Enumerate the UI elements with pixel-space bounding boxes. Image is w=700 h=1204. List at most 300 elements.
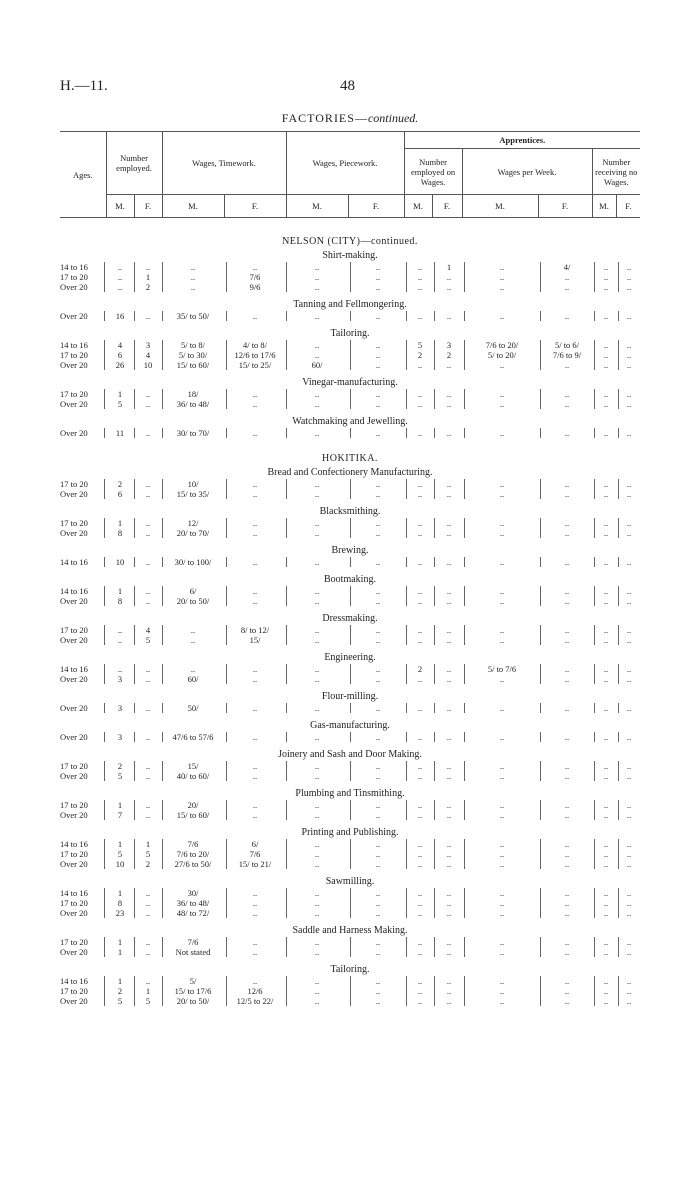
table-cell: ..	[314, 908, 320, 918]
table-cell: ..	[603, 898, 609, 908]
table-cell: ..	[117, 262, 123, 272]
table-cell: ..	[564, 518, 570, 528]
table-cell: ..	[375, 399, 381, 409]
table-cell: ..	[145, 800, 151, 810]
table-cell: ..	[446, 859, 452, 869]
table-cell: ..	[417, 976, 423, 986]
apprentices-header: Apprentices.	[404, 132, 640, 149]
table-cell: ..	[314, 664, 320, 674]
row-group	[60, 311, 640, 321]
table-cell: 8	[117, 898, 123, 908]
table-cell: ..	[626, 350, 632, 360]
table-cell: ..	[417, 898, 423, 908]
table-cell: ..	[314, 272, 320, 282]
table-cell: Over 20	[60, 596, 88, 606]
table-cell: 12/6 to 17/6	[234, 350, 276, 360]
table-cell: ..	[314, 732, 320, 742]
trade-heading: Printing and Publishing.	[301, 827, 399, 838]
table-cell: ..	[603, 674, 609, 684]
table-cell: ..	[499, 800, 505, 810]
table-cell: ..	[446, 888, 452, 898]
table-cell: 4	[117, 340, 123, 350]
table-cell: ..	[417, 986, 423, 996]
table-cell: ..	[252, 976, 258, 986]
table-cell: Over 20	[60, 732, 88, 742]
table-cell: ..	[314, 888, 320, 898]
trade-heading: Tailoring.	[330, 964, 370, 975]
table-row	[60, 635, 640, 645]
table-cell: ..	[626, 272, 632, 282]
table-cell: ..	[314, 528, 320, 538]
table-cell: 20/ to 50/	[176, 996, 210, 1006]
table-cell: ..	[252, 674, 258, 684]
row-group	[60, 888, 640, 918]
m-header: M.	[404, 195, 432, 218]
table-cell: 1	[145, 272, 151, 282]
table-cell: ..	[603, 986, 609, 996]
table-cell: ..	[626, 976, 632, 986]
table-cell: ..	[626, 888, 632, 898]
table-cell: 5	[417, 340, 423, 350]
row-group	[60, 262, 640, 292]
table-cell: Over 20	[60, 282, 88, 292]
table-cell: Over 20	[60, 703, 88, 713]
table-cell: Over 20	[60, 360, 88, 370]
table-cell: 15/	[187, 761, 199, 771]
table-cell: ..	[145, 389, 151, 399]
table-cell: ..	[314, 586, 320, 596]
table-row	[60, 262, 640, 272]
table-cell: ..	[252, 898, 258, 908]
table-cell: ..	[603, 761, 609, 771]
table-cell: ..	[252, 937, 258, 947]
table-cell: ..	[145, 479, 151, 489]
table-cell: 1	[117, 389, 123, 399]
table-cell: 50/	[187, 703, 199, 713]
table-cell: ..	[564, 596, 570, 606]
table-cell: ..	[626, 479, 632, 489]
table-cell: ..	[375, 428, 381, 438]
table-cell: 6/	[251, 839, 259, 849]
table-cell: 5	[117, 849, 123, 859]
row-group	[60, 586, 640, 606]
trade-heading: Blacksmithing.	[319, 506, 381, 517]
table-cell: ..	[564, 703, 570, 713]
table-cell: 17 to 20	[60, 800, 88, 810]
table-cell: Over 20	[60, 810, 88, 820]
table-cell: ..	[252, 908, 258, 918]
table-cell: Over 20	[60, 771, 88, 781]
table-cell: ..	[603, 360, 609, 370]
table-cell: ..	[417, 528, 423, 538]
table-cell: ..	[375, 898, 381, 908]
table-cell: ..	[603, 586, 609, 596]
table-cell: ..	[375, 528, 381, 538]
table-cell: ..	[375, 761, 381, 771]
table-cell: ..	[499, 635, 505, 645]
table-cell: ..	[417, 859, 423, 869]
table-cell: ..	[417, 937, 423, 947]
table-cell: 40/ to 60/	[176, 771, 210, 781]
table-cell: ..	[626, 908, 632, 918]
table-cell: ..	[499, 389, 505, 399]
column-header	[60, 131, 640, 218]
table-cell: Over 20	[60, 489, 88, 499]
table-body	[60, 233, 640, 1006]
table-row	[60, 557, 640, 567]
table-cell: 16	[115, 311, 125, 321]
table-cell: ..	[564, 489, 570, 499]
table-cell: ..	[603, 625, 609, 635]
table-cell: ..	[314, 596, 320, 606]
table-cell: 1	[117, 518, 123, 528]
table-cell: 5/ to 8/	[180, 340, 206, 350]
table-cell: ..	[117, 635, 123, 645]
table-cell: ..	[446, 976, 452, 986]
table-cell: 17 to 20	[60, 518, 88, 528]
table-cell: ..	[499, 732, 505, 742]
table-cell: ..	[314, 859, 320, 869]
table-row	[60, 428, 640, 438]
table-cell: ..	[564, 674, 570, 684]
table-cell: 8/ to 12/	[240, 625, 270, 635]
table-cell: ..	[375, 389, 381, 399]
trade-heading: Tailoring.	[330, 328, 370, 339]
table-row	[60, 479, 640, 489]
table-cell: ..	[145, 976, 151, 986]
table-cell: ..	[375, 976, 381, 986]
table-cell: 3	[117, 732, 123, 742]
table-cell: Over 20	[60, 311, 88, 321]
apprentice-wages-header: Wages per Week.	[462, 149, 592, 195]
table-cell: 47/6 to 57/6	[172, 732, 214, 742]
table-row	[60, 518, 640, 528]
table-cell: ..	[252, 596, 258, 606]
trade-heading: Engineering.	[324, 652, 376, 663]
table-row	[60, 761, 640, 771]
table-cell: ..	[564, 908, 570, 918]
table-cell: ..	[417, 428, 423, 438]
table-cell: ..	[603, 771, 609, 781]
trade-heading: Gas-manufacturing.	[310, 720, 390, 731]
table-cell: 1	[145, 986, 151, 996]
row-group	[60, 732, 640, 742]
table-cell: 5/ to 20/	[487, 350, 517, 360]
table-cell: ..	[446, 586, 452, 596]
table-row	[60, 947, 640, 957]
table-cell: ..	[564, 888, 570, 898]
table-cell: ..	[446, 937, 452, 947]
table-cell: 60/	[311, 360, 323, 370]
table-cell: ..	[145, 528, 151, 538]
table-row	[60, 976, 640, 986]
table-cell: 7/6	[187, 937, 199, 947]
table-cell: ..	[626, 674, 632, 684]
table-cell: 14 to 16	[60, 262, 88, 272]
table-cell: ..	[375, 625, 381, 635]
table-cell: ..	[314, 389, 320, 399]
table-cell: ..	[145, 947, 151, 957]
table-cell: 10	[115, 859, 125, 869]
table-cell: ..	[145, 428, 151, 438]
table-cell: 15/ to 60/	[176, 360, 210, 370]
table-cell: 14 to 16	[60, 664, 88, 674]
table-cell: 15/ to 35/	[176, 489, 210, 499]
table-cell: ..	[252, 732, 258, 742]
trade-heading: Watchmaking and Jewelling.	[292, 416, 408, 427]
table-cell: ..	[446, 311, 452, 321]
table-cell: 5	[145, 635, 151, 645]
table-cell: ..	[564, 625, 570, 635]
table-cell: ..	[446, 732, 452, 742]
table-cell: ..	[314, 703, 320, 713]
f-header: F.	[616, 195, 640, 218]
f-header: F.	[348, 195, 404, 218]
table-row	[60, 849, 640, 859]
table-cell: ..	[190, 262, 196, 272]
row-group	[60, 976, 640, 1006]
table-cell: ..	[564, 937, 570, 947]
table-cell: 36/ to 48/	[176, 399, 210, 409]
table-row	[60, 839, 640, 849]
table-cell: 14 to 16	[60, 888, 88, 898]
table-cell: ..	[564, 586, 570, 596]
table-cell: ..	[626, 360, 632, 370]
table-cell: ..	[446, 771, 452, 781]
table-cell: 2	[117, 479, 123, 489]
table-cell: ..	[117, 625, 123, 635]
table-cell: ..	[417, 557, 423, 567]
table-cell: 2	[417, 350, 423, 360]
table-cell: ..	[252, 311, 258, 321]
table-cell: ..	[626, 937, 632, 947]
table-cell: ..	[252, 518, 258, 528]
table-cell: ..	[145, 908, 151, 918]
table-cell: ..	[603, 311, 609, 321]
table-cell: ..	[499, 557, 505, 567]
table-cell: ..	[375, 849, 381, 859]
table-cell: 7/6 to 9/	[552, 350, 582, 360]
table-cell: ..	[314, 976, 320, 986]
trade-heading: Plumbing and Tinsmithing.	[295, 788, 405, 799]
table-cell: ..	[499, 908, 505, 918]
table-cell: ..	[117, 664, 123, 674]
table-cell: ..	[417, 839, 423, 849]
table-cell: ..	[375, 771, 381, 781]
table-cell: 20/ to 50/	[176, 596, 210, 606]
table-cell: ..	[446, 479, 452, 489]
table-cell: ..	[417, 996, 423, 1006]
table-cell: Over 20	[60, 996, 88, 1006]
trade-heading: Dressmaking.	[322, 613, 378, 624]
table-cell: 5	[145, 849, 151, 859]
table-cell: ..	[564, 399, 570, 409]
table-row	[60, 311, 640, 321]
table-cell: 17 to 20	[60, 986, 88, 996]
table-cell: ..	[375, 489, 381, 499]
table-cell: ..	[499, 859, 505, 869]
table-cell: ..	[417, 732, 423, 742]
table-cell: Over 20	[60, 428, 88, 438]
ages-header: Ages.	[60, 132, 106, 218]
table-cell: ..	[314, 635, 320, 645]
table-cell: 4	[145, 350, 151, 360]
table-cell: Over 20	[60, 635, 88, 645]
table-cell: 60/	[187, 674, 199, 684]
row-group	[60, 340, 640, 370]
table-cell: ..	[603, 664, 609, 674]
table-cell: ..	[314, 399, 320, 409]
table-cell: ..	[626, 986, 632, 996]
table-cell: ..	[375, 996, 381, 1006]
table-cell: ..	[417, 262, 423, 272]
table-cell: ..	[603, 947, 609, 957]
table-cell: ..	[145, 898, 151, 908]
table-cell: ..	[314, 489, 320, 499]
table-cell: ..	[499, 888, 505, 898]
table-cell: 7/6 to 20/	[176, 849, 210, 859]
table-cell: ..	[626, 528, 632, 538]
table-cell: ..	[499, 810, 505, 820]
table-cell: ..	[314, 800, 320, 810]
table-cell: ..	[446, 272, 452, 282]
table-cell: 17 to 20	[60, 761, 88, 771]
table-row	[60, 664, 640, 674]
table-cell: ..	[603, 340, 609, 350]
table-cell: ..	[603, 839, 609, 849]
table-cell: 14 to 16	[60, 586, 88, 596]
table-cell: ..	[446, 596, 452, 606]
table-cell: ..	[314, 839, 320, 849]
table-cell: ..	[417, 703, 423, 713]
wages-piecework-header: Wages, Piecework.	[286, 132, 404, 195]
table-cell: ..	[417, 489, 423, 499]
table-cell: ..	[417, 596, 423, 606]
table-cell: 7	[117, 810, 123, 820]
table-cell: ..	[626, 947, 632, 957]
table-cell: ..	[626, 311, 632, 321]
table-cell: ..	[564, 898, 570, 908]
table-cell: ..	[499, 272, 505, 282]
table-cell: ..	[314, 761, 320, 771]
f-header: F.	[538, 195, 592, 218]
table-cell: 2	[117, 986, 123, 996]
table-cell: ..	[626, 771, 632, 781]
table-cell: 17 to 20	[60, 849, 88, 859]
table-cell: ..	[190, 282, 196, 292]
table-cell: 10/	[187, 479, 199, 489]
table-cell: ..	[417, 810, 423, 820]
table-cell: ..	[564, 479, 570, 489]
table-cell: ..	[417, 479, 423, 489]
table-cell: ..	[314, 947, 320, 957]
trade-heading: Tanning and Fellmongering.	[293, 299, 407, 310]
table-cell: ..	[252, 810, 258, 820]
table-cell: ..	[499, 898, 505, 908]
table-cell: ..	[417, 625, 423, 635]
table-cell: 1	[117, 839, 123, 849]
m-header: M.	[286, 195, 348, 218]
table-cell: ..	[145, 557, 151, 567]
table-cell: 3	[117, 674, 123, 684]
table-row	[60, 625, 640, 635]
table-cell: ..	[417, 947, 423, 957]
table-cell: ..	[314, 996, 320, 1006]
table-cell: ..	[417, 761, 423, 771]
table-row	[60, 350, 640, 360]
table-cell: ..	[564, 947, 570, 957]
table-cell: ..	[499, 262, 505, 272]
f-header: F.	[432, 195, 462, 218]
table-cell: ..	[417, 888, 423, 898]
table-cell: ..	[564, 664, 570, 674]
table-cell: ..	[626, 761, 632, 771]
table-cell: ..	[499, 771, 505, 781]
table-cell: 30/ to 70/	[176, 428, 210, 438]
table-cell: ..	[603, 976, 609, 986]
table-cell: ..	[446, 635, 452, 645]
table-cell: ..	[252, 761, 258, 771]
table-cell: 15/	[249, 635, 261, 645]
table-row	[60, 937, 640, 947]
table-cell: 14 to 16	[60, 557, 88, 567]
table-cell: ..	[626, 800, 632, 810]
table-cell: ..	[626, 596, 632, 606]
table-cell: ..	[446, 674, 452, 684]
row-group	[60, 664, 640, 684]
table-cell: ..	[446, 664, 452, 674]
row-group	[60, 518, 640, 538]
table-cell: ..	[417, 908, 423, 918]
table-cell: 1	[145, 839, 151, 849]
table-cell: ..	[603, 859, 609, 869]
table-cell: ..	[626, 586, 632, 596]
table-cell: 5	[117, 771, 123, 781]
table-row	[60, 810, 640, 820]
table-cell: 5/ to 6/	[554, 340, 580, 350]
trade-heading: Bootmaking.	[324, 574, 376, 585]
table-cell: ..	[626, 625, 632, 635]
table-cell: 7/6	[249, 849, 261, 859]
table-cell: ..	[564, 428, 570, 438]
table-cell: ..	[499, 986, 505, 996]
table-cell: ..	[626, 732, 632, 742]
table-cell: ..	[603, 282, 609, 292]
table-cell: 48/ to 72/	[176, 908, 210, 918]
table-cell: ..	[626, 898, 632, 908]
table-cell: ..	[626, 282, 632, 292]
wages-timework-header: Wages, Timework.	[162, 132, 286, 195]
table-cell: ..	[499, 839, 505, 849]
number-employed-header: Number employed.	[106, 132, 162, 195]
table-row	[60, 596, 640, 606]
m-header: M.	[462, 195, 538, 218]
table-cell: 17 to 20	[60, 350, 88, 360]
table-cell: ..	[564, 810, 570, 820]
table-cell: ..	[375, 272, 381, 282]
table-cell: 15/ to 17/6	[174, 986, 212, 996]
table-cell: ..	[499, 528, 505, 538]
table-cell: 1	[117, 800, 123, 810]
trade-heading: Bread and Confectionery Manufacturing.	[267, 467, 433, 478]
table-cell: ..	[190, 664, 196, 674]
table-cell: ..	[375, 908, 381, 918]
table-row	[60, 703, 640, 713]
table-row	[60, 888, 640, 898]
table-cell: 30/ to 100/	[174, 557, 212, 567]
table-cell: ..	[626, 340, 632, 350]
table-cell: 4/	[563, 262, 571, 272]
